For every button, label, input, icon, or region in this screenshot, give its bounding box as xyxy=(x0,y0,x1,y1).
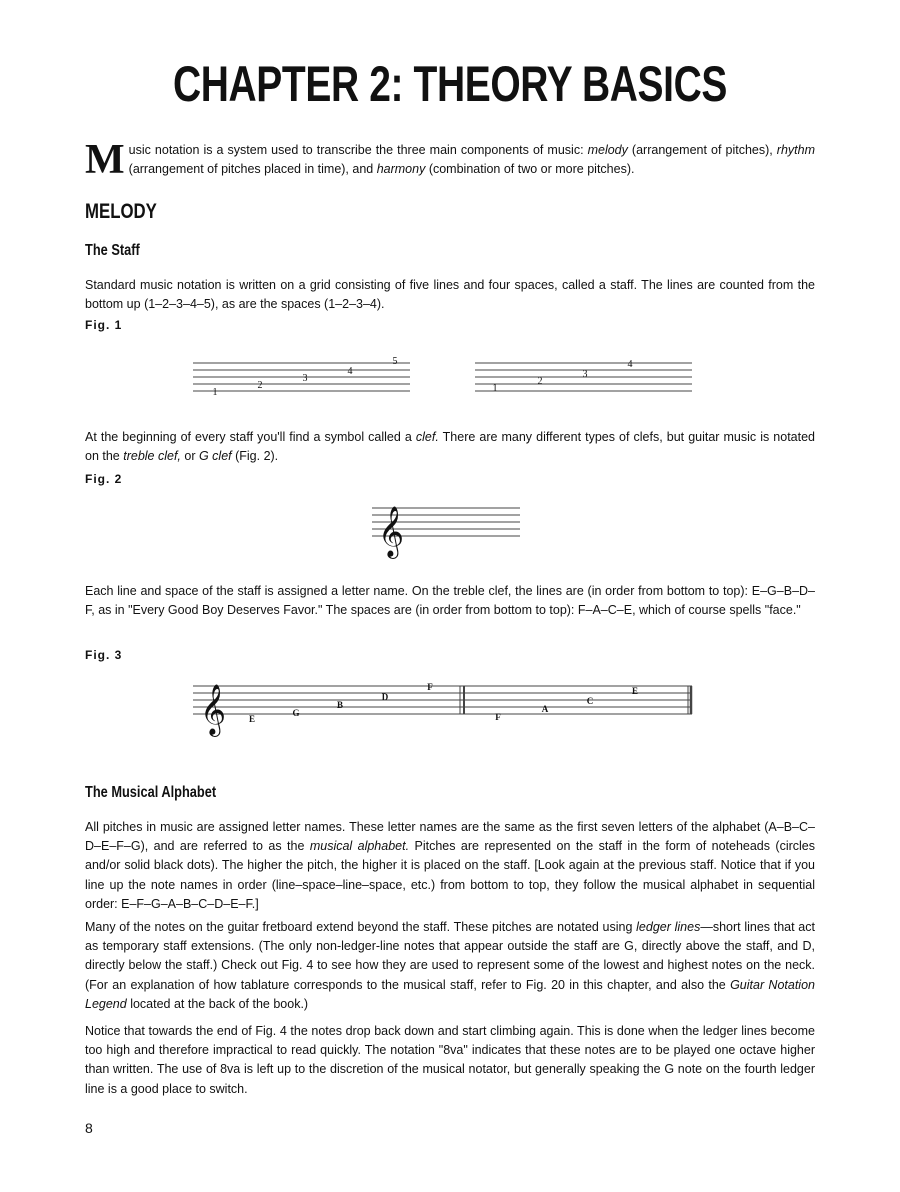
term-musical-alphabet: musical alphabet. xyxy=(309,839,410,854)
term-guitar-notation-legend: Guitar Notation Legend xyxy=(85,977,815,1011)
note-label: F xyxy=(427,682,433,692)
note-label: D xyxy=(381,692,389,702)
treble-clef-icon: 𝄞 xyxy=(200,685,227,734)
line-number: 5 xyxy=(392,356,398,367)
fig-2-label: Fig. 2 xyxy=(85,472,123,486)
alphabet-text: All pitches in music are assigned letter names. These letter names are the same as the first seven letters of the alphabet (A–B–C–D–E–F–G), and are referred to as the xyxy=(85,820,815,854)
alphabet-paragraph xyxy=(85,818,815,914)
treble-clef-icon: 𝄞 xyxy=(378,507,405,556)
staff-paragraph: Standard music notation is written on a grid consisting of five lines and four spaces, called a staff. The lines are counted from the bottom up (1–2–3–4–5), as are the spaces (1–2–3–4). xyxy=(85,278,815,312)
intro-text: (combination of two or more pitches). xyxy=(425,162,635,177)
clef-text: (Fig. 2). xyxy=(231,449,279,464)
space-number: 2 xyxy=(537,376,543,387)
note-label: F xyxy=(495,712,501,722)
term-harmony: harmony xyxy=(376,162,426,177)
term-g-clef: G clef xyxy=(198,449,232,464)
clef-text: At the beginning of every staff you'll find a symbol called a xyxy=(85,430,416,444)
clef-text: or xyxy=(180,449,199,464)
clef-text: There are many different types of clefs, but guitar music is notated on the xyxy=(85,430,816,464)
subheading-musical-alphabet: The Musical Alphabet xyxy=(85,784,217,801)
fig-3-label: Fig. 3 xyxy=(85,648,123,662)
space-number: 3 xyxy=(582,369,588,380)
term-ledger-lines: ledger lines xyxy=(636,920,701,934)
page-number: 8 xyxy=(85,1120,93,1136)
space-number: 1 xyxy=(492,383,498,394)
line-number: 1 xyxy=(212,387,218,398)
line-number: 3 xyxy=(302,373,308,384)
ledger-text: Many of the notes on the guitar fretboard extend beyond the staff. These pitches are notated using xyxy=(85,920,637,934)
fig-1-label: Fig. 1 xyxy=(85,318,123,332)
ledger-paragraph xyxy=(85,918,815,1014)
section-heading-melody: MELODY xyxy=(85,200,157,223)
term-treble-clef: treble clef, xyxy=(123,449,181,464)
note-label: A xyxy=(541,704,549,714)
ledger-text: located at the back of the book.) xyxy=(126,996,309,1011)
note-label: B xyxy=(336,700,344,710)
term-rhythm: rhythm xyxy=(776,143,815,157)
letters-paragraph: Each line and space of the staff is assigned a letter name. On the treble clef, the lines are (in order from bottom to top): E–G–B–D–F, as in "Every Good Boy Deserves Favor." The spaces are (in order from bottom to top): F–A–C–E, which of course spells "face." xyxy=(85,584,815,618)
note-label: G xyxy=(292,708,300,718)
alphabet-text: Pitches are represented on the staff in the form of noteheads (circles and/or solid black dots). The higher the pitch, the higher it is placed on the staff. [Look again at the previous staff. Notice that if you line up the note names in order (line–space–line–space, etc.) from bottom to top, they follow the musical alphabet in sequential order: E–F–G–A–B–C–D–E–F.] xyxy=(85,839,816,911)
ledger-text: —short lines that act as temporary staff extensions. (The only non-ledger-line notes that appear outside the staff are G, directly above the staff, and D, directly below the staff.) Check out Fig. 4 to see how they are used to represent some of the lowest and highest notes on the neck. (For an explanation of how tablature corresponds to the musical staff, refer to Fig. 20 in this chapter, and also the xyxy=(85,920,815,992)
intro-text: (arrangement of pitches), xyxy=(627,143,777,157)
line-number: 4 xyxy=(347,366,353,377)
subheading-the-staff: The Staff xyxy=(85,242,140,259)
term-melody: melody xyxy=(587,143,628,157)
intro-text: (arrangement of pitches placed in time), and xyxy=(128,162,377,177)
drop-cap: M xyxy=(85,137,125,183)
line-number: 2 xyxy=(257,380,263,391)
octave-paragraph: Notice that towards the end of Fig. 4 the notes drop back down and start climbing again. This is done when the ledger lines become too high and therefore impractical to read quickly. The notation "8va" indicates that these notes are to be played one octave higher than written. The use of 8va is left up to the discretion of the musical notator, but generally speaking the G note on the fourth ledger line is a good place to switch. xyxy=(85,1024,815,1096)
note-label: C xyxy=(586,696,594,706)
note-label: E xyxy=(631,686,639,696)
note-label: E xyxy=(248,714,256,724)
chapter-title: CHAPTER 2: THEORY BASICS xyxy=(172,56,728,112)
term-clef: clef. xyxy=(415,430,439,444)
space-number: 4 xyxy=(627,359,633,370)
intro-text: usic notation is a system used to transcribe the three main components of music: xyxy=(128,143,588,157)
